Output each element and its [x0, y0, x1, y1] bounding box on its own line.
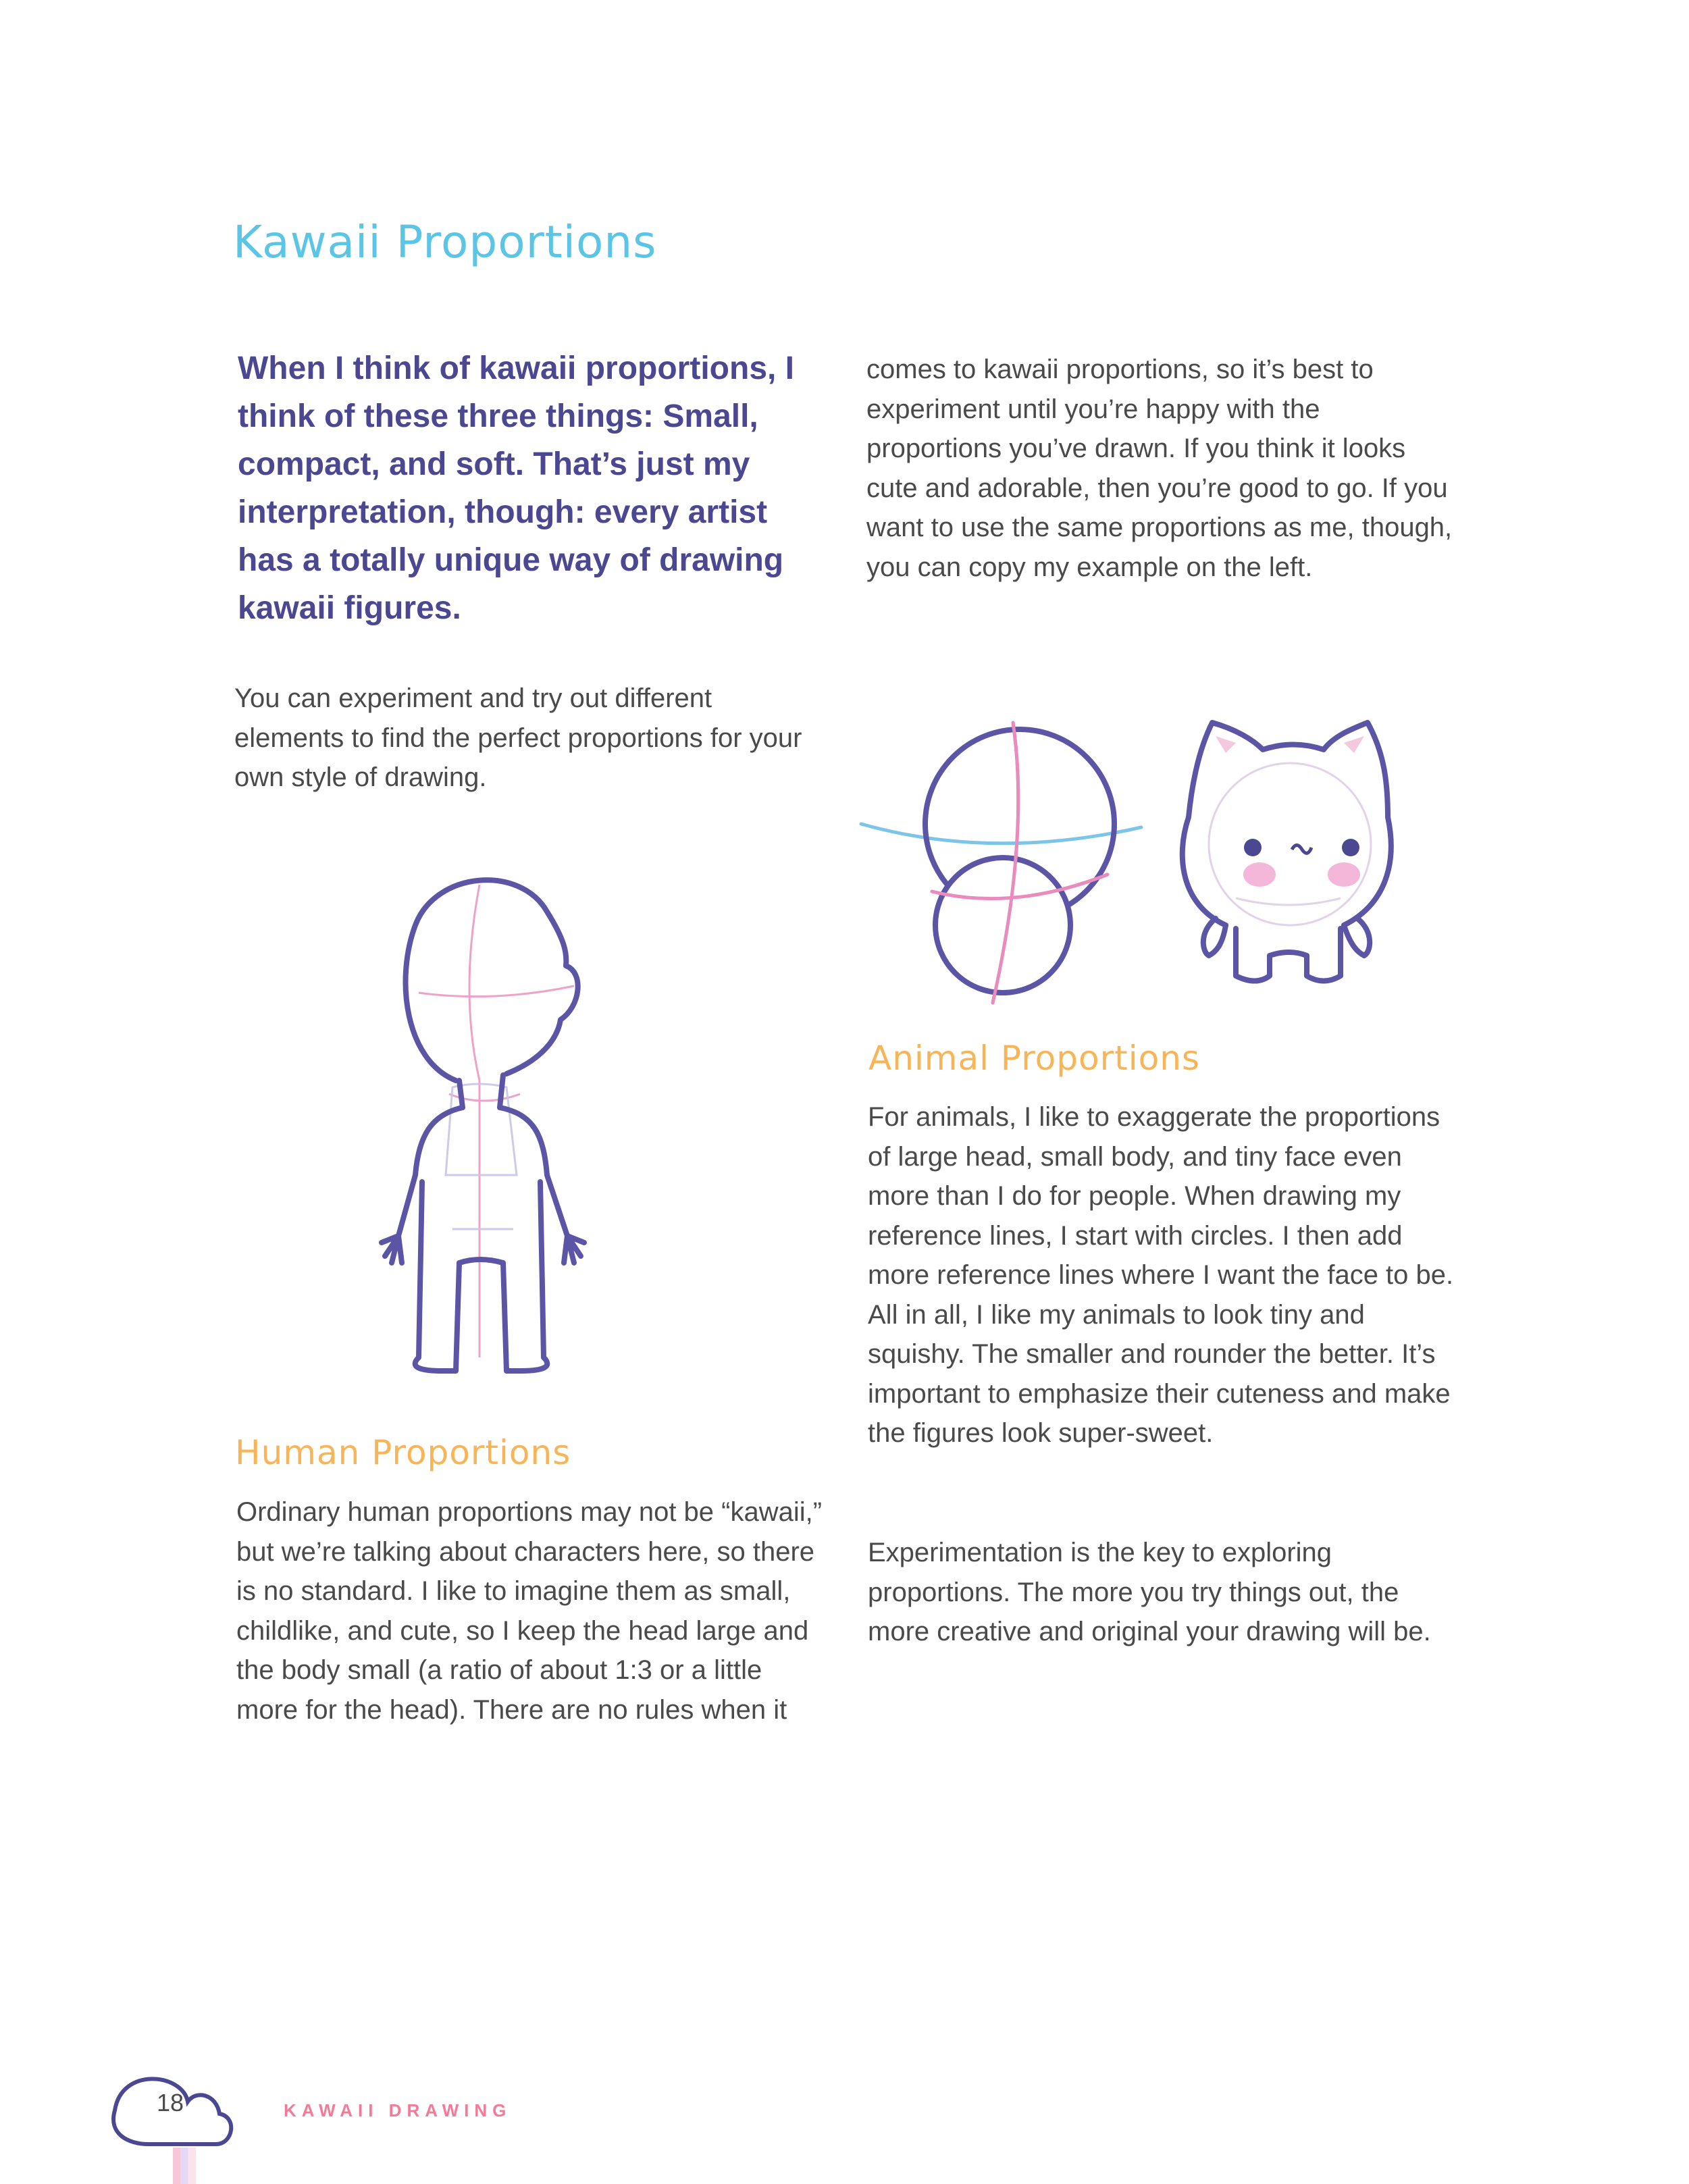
page-edge-stripe [173, 2148, 196, 2184]
human-proportions-text: Ordinary human proportions may not be “kawaii,” but we’re talking about characters here, so there is no standard. I like to imagine them as small, childlike, and cute, so I keep the head large and the body small (a ratio of about 1:3 or a little more for the head). There are no rules when it [236, 1497, 823, 1725]
animal-proportions-text: For animals, I like to exaggerate the proportions of large head, small body, and tiny face even more than I do for people. When drawing my reference lines, I start with circles. I then add more reference lines where I want the face to be. All in all, I like my animals to look tiny and squishy. The smaller and rounder the better. It’s important to emphasize their cuteness and make the figures look super-sweet. [868, 1102, 1454, 1448]
experimentation-text: Experimentation is the key to exploring proportions. The more you try things out, the more creative and original your drawing will be. [868, 1538, 1431, 1646]
human-proportions-illustration [378, 858, 648, 1398]
animal-proportions-illustration [858, 702, 1432, 1013]
animal-proportions-heading: Animal Proportions [868, 1039, 1200, 1078]
page-number: 18 [156, 2089, 184, 2116]
human-proportions-heading: Human Proportions [235, 1433, 571, 1472]
running-head: KAWAII DRAWING [284, 2100, 512, 2121]
intro-paragraph: When I think of kawaii proportions, I think of these three things: Small, compact, and soft. That’s just my interpretation, though: every artist has a totally unique way of drawing kawaii figures. [238, 350, 795, 626]
right-column-continuation: comes to kawaii proportions, so it’s best to experiment until you’re happy with the proportions you’ve drawn. If you think it looks cute and adorable, then you’re good to go. If you want to use the same proportions as me, though, you can copy my example on the left. [866, 355, 1453, 582]
page-title: Kawaii Proportions [233, 216, 657, 268]
experiment-paragraph: You can experiment and try out different elements to find the perfect proportions for your own style of drawing. [234, 683, 802, 792]
